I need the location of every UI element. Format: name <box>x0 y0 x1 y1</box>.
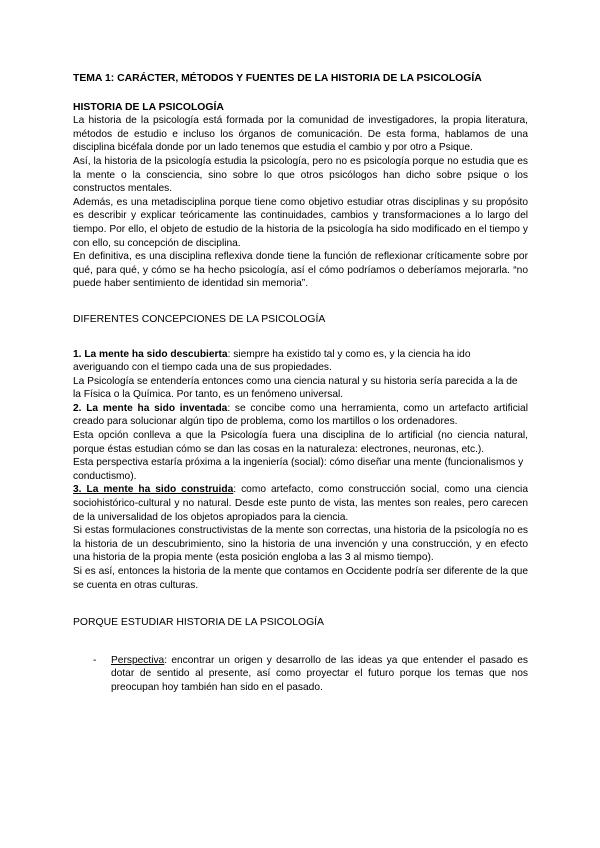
paragraph: Si es así, entonces la historia de la mente que contamos en Occidente podría ser diferente de la que se cuenta en otras culturas. <box>73 566 528 591</box>
paragraph: Esta opción conlleva a que la Psicología fuera una disciplina de lo artificial (no ciencia natural, porque éstas estudian cómo se dan las cosas en la naturaleza: electrones, neuronas, etc.). <box>73 430 528 455</box>
paragraph: La historia de la psicología está formada por la comunidad de investigadores, la propia literatura, métodos de estudio e incluso los órganos de comunicación. De esta forma, hablamos de una disciplina bicéfala donde por un lado tenemos que estudia el cambio y por otro a Psique. <box>73 115 528 154</box>
concept-item-3 <box>73 483 528 524</box>
concept-item-1-text: : siempre ha existido tal y como es, y la ciencia ha ido averiguando con el tiempo cada una de sus propiedades. <box>73 348 471 374</box>
paragraph: La Psicología se entendería entonces como una ciencia natural y su historia sería parecida a la de la Física o la Química. Por tanto, es un fenómeno universal. <box>73 375 518 401</box>
bullet-dash: - <box>93 654 97 666</box>
section-heading-porque: PORQUE ESTUDIAR HISTORIA DE LA PSICOLOGÍA <box>73 617 324 629</box>
paragraph: Si estas formulaciones constructivistas de la mente son correctas, una historia de la psicología no es la historia de un descubrimiento, sino la historia de una invención y una construcción, y en efecto una historia de la propia mente (esta posición engloba a las 3 al mismo tiempo). <box>73 525 528 564</box>
concept-item-1-lead: 1. La mente ha sido descubierta <box>73 348 228 360</box>
document-page <box>73 72 528 695</box>
concept-item-2-text: : se concibe como una herramienta, como un artefacto artificial creado para solucionar algún tipo de problema, como los martillos o los ordenadores. <box>73 402 528 428</box>
document-title: TEMA 1: CARÁCTER, MÉTODOS Y FUENTES DE LA HISTORIA DE LA PSICOLOGÍA <box>73 73 482 84</box>
paragraph: En definitiva, es una disciplina reflexiva donde tiene la función de reflexionar críticamente sobre por qué, para qué, y cómo se ha hecho psicología, así el cómo podríamos o deberíamos mejorarla. “no puede haber sentimiento de identidad sin memoria”. <box>73 251 528 290</box>
concept-item-1 <box>73 348 528 375</box>
section-heading-historia: HISTORIA DE LA PSICOLOGÍA <box>73 101 224 113</box>
bullet-term: Perspectiva <box>111 654 165 666</box>
section-heading-concepciones: DIFERENTES CONCEPCIONES DE LA PSICOLOGÍA <box>73 313 326 325</box>
concept-item-3-text: : como artefacto, como construcción social, como una ciencia sociohistórico-cultural y no natural. Desde este punto de vista, las mentes son reales, pero carecen de la universalidad de los objetos apropiados para la ciencia. <box>73 484 528 523</box>
list-item <box>93 654 528 695</box>
list-item-body <box>111 654 528 695</box>
bullet-text: : encontrar un origen y desarrollo de las ideas ya que entender el pasado es dotar de sentido al presente, así como proyectar el futuro porque los temas que nos preocupan hoy también han sido en el pasado. <box>111 654 528 693</box>
paragraph: Así, la historia de la psicología estudia la psicología, pero no es psicología porque no estudia que es la mente o la consciencia, sino sobre lo que otros psicólogos han dicho sobre psique o los constructos mentales. <box>73 155 528 195</box>
paragraph: Además, es una metadisciplina porque tiene como objetivo estudiar otras disciplinas y su propósito es describir y explicar teóricamente las continuidades, cambios y transformaciones a lo largo del tiempo. Por ello, el objeto de estudio de la historia de la psicología ha sido modificado en el tiempo y con ello, su concepción de disciplina. <box>73 196 528 249</box>
concept-item-3-lead: 3. La mente ha sido construida <box>73 484 234 496</box>
paragraph: Esta perspectiva estaría próxima a la ingeniería (social): cómo diseñar una mente (funcionalismos y conductismo). <box>73 457 524 482</box>
concept-item-2 <box>73 402 528 429</box>
concept-item-2-lead: 2. La mente ha sido inventada <box>73 402 228 414</box>
